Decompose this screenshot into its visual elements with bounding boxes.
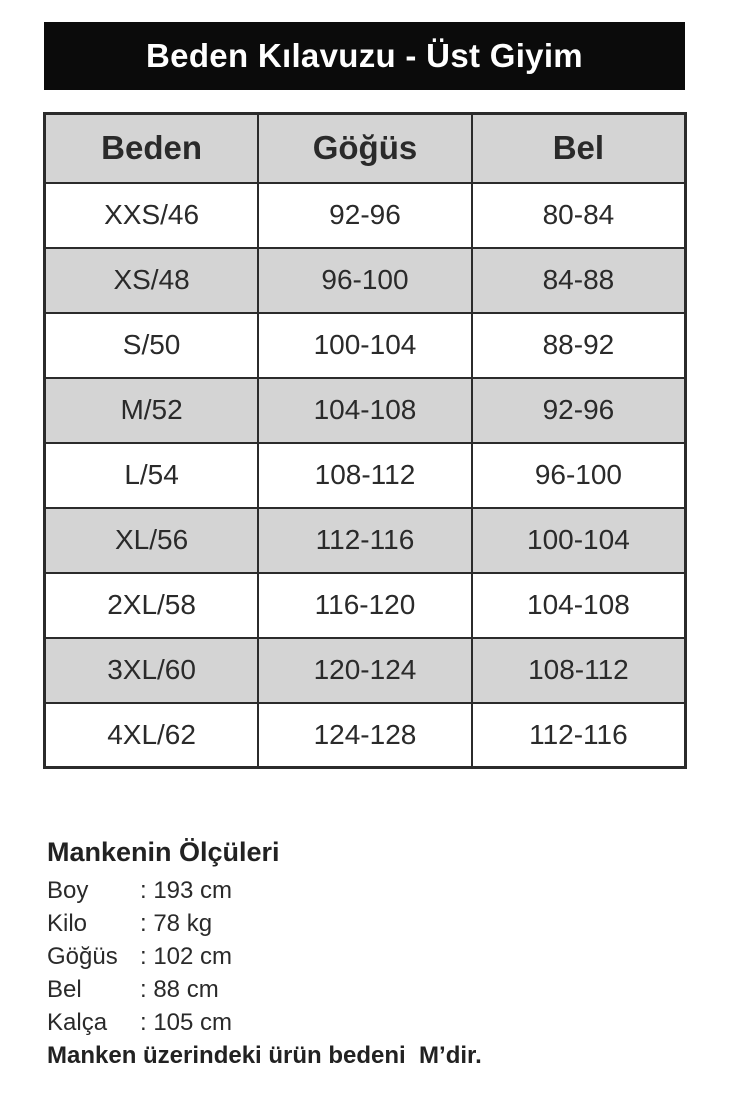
measurement-row bbox=[47, 1006, 687, 1039]
cell-size: 3XL/60 bbox=[45, 638, 259, 703]
table-row bbox=[45, 573, 686, 638]
table-header-row bbox=[45, 114, 686, 183]
cell-chest: 116-120 bbox=[258, 573, 472, 638]
cell-waist: 108-112 bbox=[472, 638, 686, 703]
page-title: Beden Kılavuzu - Üst Giyim bbox=[146, 37, 583, 74]
cell-size: XXS/46 bbox=[45, 183, 259, 248]
measurement-value: : 78 kg bbox=[140, 910, 213, 937]
cell-waist: 92-96 bbox=[472, 378, 686, 443]
cell-size: S/50 bbox=[45, 313, 259, 378]
cell-size: 4XL/62 bbox=[45, 703, 259, 768]
table-row bbox=[45, 248, 686, 313]
cell-size: 2XL/58 bbox=[45, 573, 259, 638]
measurement-label: Kalça bbox=[47, 1009, 108, 1036]
model-measurements-heading: Mankenin Ölçüleri bbox=[47, 837, 280, 867]
cell-waist: 88-92 bbox=[472, 313, 686, 378]
measurement-label: Bel bbox=[47, 976, 82, 1003]
measurement-row bbox=[47, 907, 687, 940]
cell-chest: 100-104 bbox=[258, 313, 472, 378]
cell-size: XS/48 bbox=[45, 248, 259, 313]
cell-waist: 84-88 bbox=[472, 248, 686, 313]
table-row bbox=[45, 508, 686, 573]
table-row bbox=[45, 378, 686, 443]
cell-chest: 92-96 bbox=[258, 183, 472, 248]
measurement-label: Kilo bbox=[47, 910, 88, 937]
table-row bbox=[45, 183, 686, 248]
cell-waist: 96-100 bbox=[472, 443, 686, 508]
table-row bbox=[45, 443, 686, 508]
cell-waist: 80-84 bbox=[472, 183, 686, 248]
cell-chest: 124-128 bbox=[258, 703, 472, 768]
table-row bbox=[45, 313, 686, 378]
measurement-row bbox=[47, 940, 687, 973]
measurement-value: : 105 cm bbox=[140, 1009, 233, 1036]
cell-chest: 120-124 bbox=[258, 638, 472, 703]
measurement-value: : 193 cm bbox=[140, 877, 233, 904]
column-header-bel: Bel bbox=[472, 114, 686, 183]
cell-waist: 104-108 bbox=[472, 573, 686, 638]
measurement-label: Boy bbox=[47, 877, 89, 904]
cell-waist: 112-116 bbox=[472, 703, 686, 768]
cell-chest: 112-116 bbox=[258, 508, 472, 573]
model-measurements bbox=[47, 834, 687, 1072]
cell-chest: 96-100 bbox=[258, 248, 472, 313]
measurement-row bbox=[47, 874, 687, 907]
size-chart-table bbox=[43, 112, 687, 769]
column-header-beden: Beden bbox=[45, 114, 259, 183]
measurement-value: : 88 cm bbox=[140, 976, 219, 1003]
cell-size: M/52 bbox=[45, 378, 259, 443]
table-row bbox=[45, 638, 686, 703]
cell-waist: 100-104 bbox=[472, 508, 686, 573]
size-guide-title-bar bbox=[44, 22, 685, 90]
cell-size: L/54 bbox=[45, 443, 259, 508]
cell-size: XL/56 bbox=[45, 508, 259, 573]
cell-chest: 108-112 bbox=[258, 443, 472, 508]
cell-chest: 104-108 bbox=[258, 378, 472, 443]
table-row bbox=[45, 703, 686, 768]
measurement-label: Göğüs bbox=[47, 943, 118, 970]
measurement-row bbox=[47, 973, 687, 1006]
model-size-note: Manken üzerindeki ürün bedeni M’dir. bbox=[47, 1042, 482, 1069]
column-header-gogus: Göğüs bbox=[258, 114, 472, 183]
measurement-value: : 102 cm bbox=[140, 943, 233, 970]
